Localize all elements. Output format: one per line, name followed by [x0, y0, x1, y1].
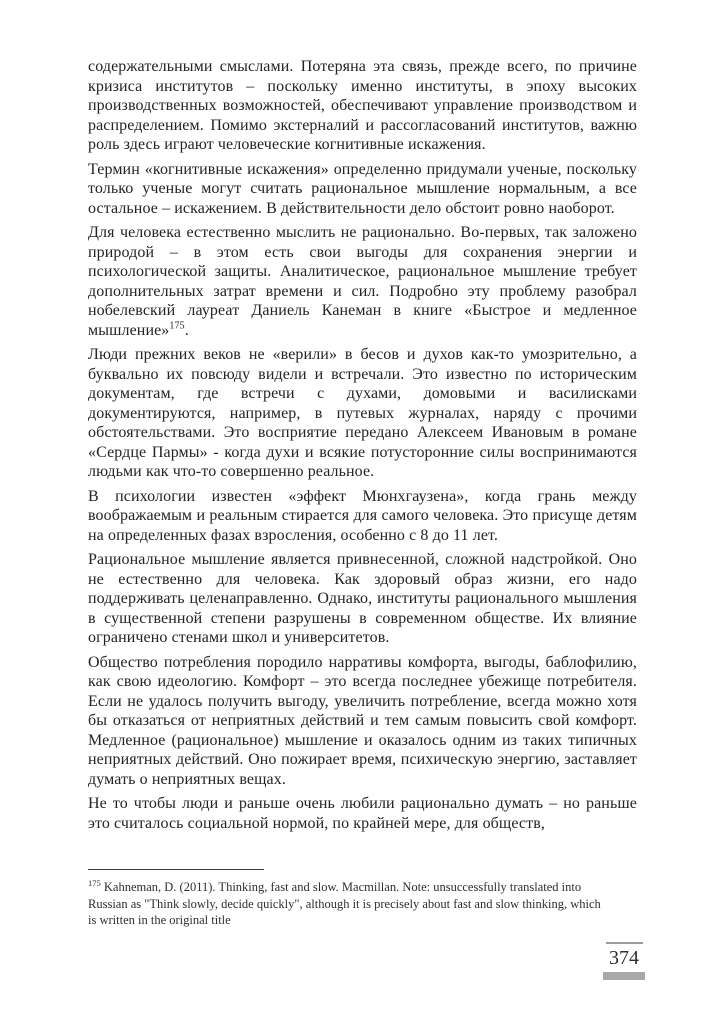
body-paragraph: Термин «когнитивные искажения» определенно придумали ученые, поскольку только ученые могут считать рациональное мышление нормальным, а все остальное – искажением. В действительности дело обстоит ровно наоборот.: [88, 160, 637, 217]
body-paragraph: Не то чтобы люди и раньше очень любили рационально думать – но раньше это считалось социальной нормой, по крайней мере, для обществ,: [88, 795, 637, 832]
body-paragraph: содержательными смыслами. Потеряна эта связь, прежде всего, по причине кризиса институтов – поскольку именно институты, в эпоху высоких производственных возможностей, обеспечивают управление производством и распределением. Помимо экстерналий и рассогласований институтов, важню роль здесь играют человеческие когнитивные искажения.: [88, 58, 637, 153]
footnote-ref-marker: 175: [169, 320, 185, 332]
body-paragraph: В психологии известен «эффект Мюнхгаузена», когда грань между воображаемым и реальным стирается для самого человека. Это присуще детям на определенных фазах взросления, особенно с 8 до 11 лет.: [88, 487, 637, 544]
page-footer-bar: [603, 972, 645, 980]
footnote-separator-line: [88, 869, 264, 870]
body-paragraph: [88, 223, 637, 340]
page-number: 374: [609, 947, 639, 969]
paragraph-text: .: [184, 321, 189, 339]
page-body-text: [88, 57, 637, 838]
footnote-text: Kahneman, D. (2011). Thinking, fast and slow. Macmillan. Note: unsuccessfully translated into Russian as "Think slowly, decide quickly", although it is precisely about fast and slow thinking, which is written in the original title: [88, 880, 601, 927]
footnote-area: [88, 869, 612, 929]
body-paragraph: Общество потребления породило нарративы комфорта, выгоды, баблофилию, как свою идеологию. Комфорт – это всегда последнее убежище потребителя. Если не удалось получить выгоду, увеличить потребление, всегда можно хотя бы отказаться от неприятных действий и тем самым повысить свой комфорт. Медленное (рациональное) мышление и оказалось одним из таких типичных неприятных действий. Оно пожирает время, психическую энергию, заставляет думать о неприятных вещах.: [88, 653, 637, 788]
body-paragraph: Рациональное мышление является привнесенной, сложной надстройкой. Оно не естественно для человека. Как здоровый образ жизни, его надо поддерживать целенаправленно. Однако, институты рационального мышления в существенной степени разрушены в современном обществе. Их влияние ограничено стенами школ и университетов.: [88, 551, 637, 646]
page-footer: [601, 942, 647, 980]
body-paragraph: Люди прежних веков не «верили» в бесов и духов как-то умозрительно, а буквально их повсюду видели и встречали. Это известно по историческим документам, где встречи с духами, домовыми и василисками документируются, например, в путевых журналах, наряду с прочими обстоятельствами. Это восприятие передано Алексеем Ивановым в романе «Сердце Пармы» - когда духи и всякие потусторонние силы воспринимаются людьми как что-то совершенно реальное.: [88, 346, 637, 480]
footnote: [88, 879, 612, 929]
footnote-marker: 175: [88, 877, 101, 888]
paragraph-text: Для человека естественно мыслить не рационально. Во-первых, так заложено природой – в этом есть свои выгоды для сохранения энергии и психологической защиты. Аналитическое, рациональное мышление требует дополнительных затрат времени и сил. Подробно эту проблему разобрал нобелевский лауреат Даниель Канеман в книге «Быстрое и медленное мышление»: [88, 224, 637, 339]
